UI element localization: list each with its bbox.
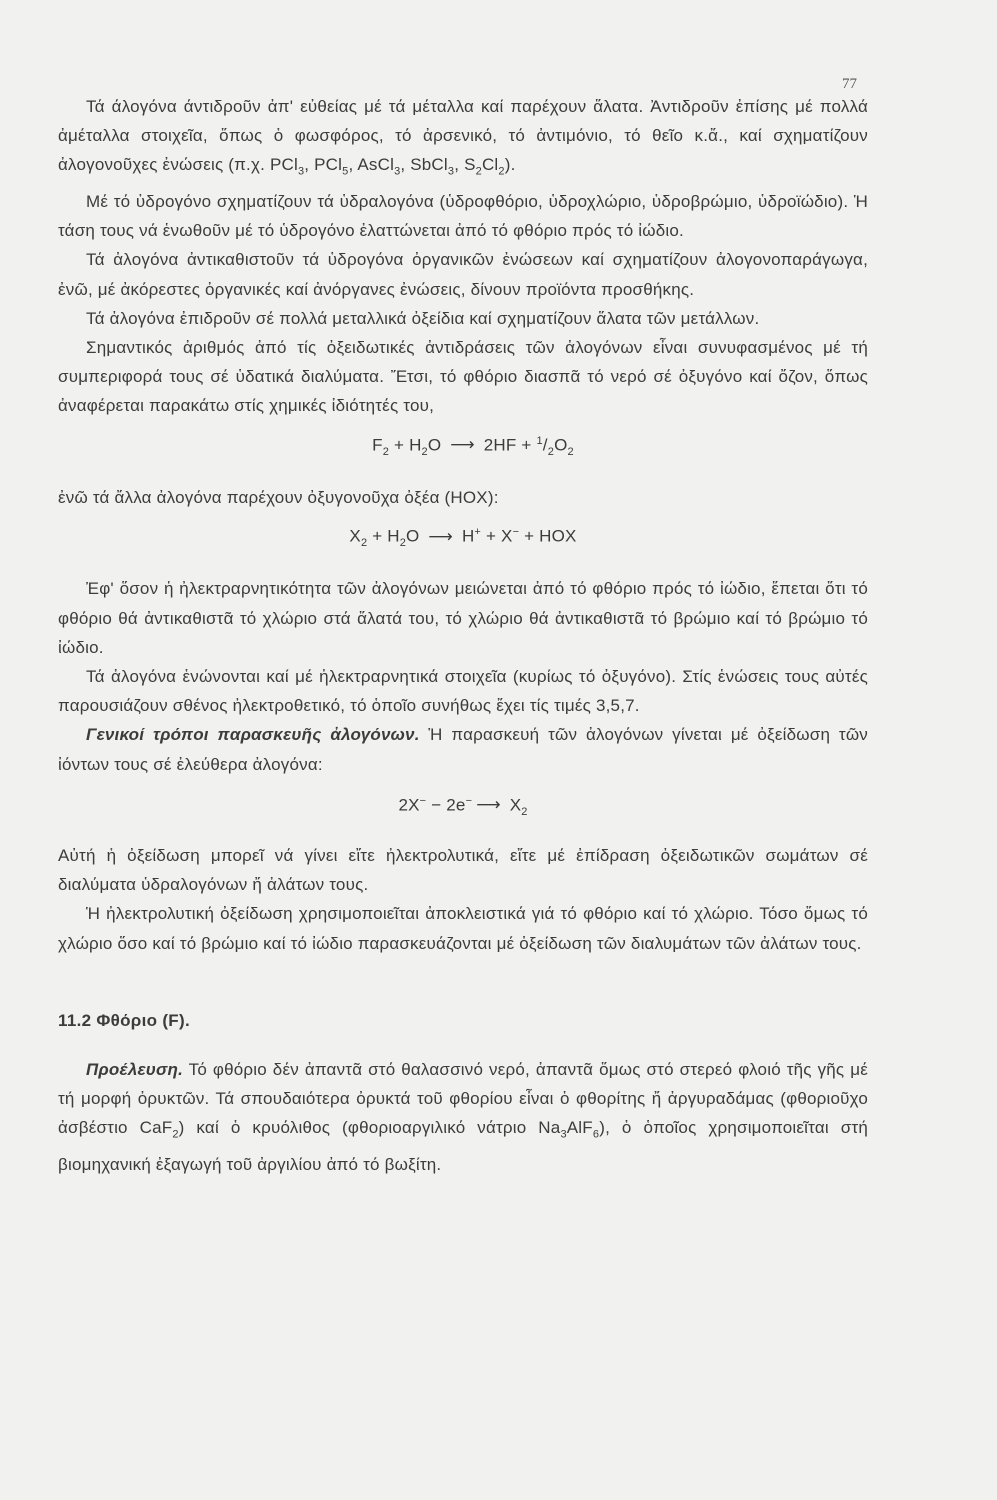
page-number: 77	[842, 76, 857, 92]
paragraph-fluorine-origin: Προέλευση. Τό φθόριο δέν ἀπαντᾶ στό θαλασσινό νερό, ἀπαντᾶ ὅμως στό στερεό φλοιό τῆς γῆς μέ τή μορφή ὀρυκτῶν. Τά σπουδαιότερα ὀρυκτά τοῦ φθορίου εἶναι ὁ φθορίτης ἤ ἀργυραδάμας (φθοριοῦχο ἀσβέστιο CaF$_2$) καί ὁ κρυόλιθος (φθοριοαργιλικό νάτριο $Na_3AlF_6$), ὁ ὁποῖος χρησιμοποιεῖται στή βιομηχανική ἐξαγωγή τοῦ ἀργιλίου ἀπό τό βωξίτη.	[58, 1060, 869, 1175]
paragraph-hydrogen-halides: Μέ τό ὑδρογόνο σχηματίζουν τά ὑδραλογόνα (ὑδροφθόριο, ὑδροχλώριο, ὑδροβρώμιο, ὑδροϊώδιο). Ἡ τάση τους νά ἑνωθοῦν μέ τό ὑδρογόνο ἐλαττώνεται ἀπό τό φθόριο πρός τό ἰώδιο.	[58, 192, 868, 241]
paragraph-oxyacids: ἐνῶ τά ἄλλα ἀλογόνα παρέχουν ὀξυγονοῦχα ὀξέα (HOX):	[58, 487, 499, 507]
section-heading-fluorine: 11.2 Φθόριο (F).	[58, 1010, 190, 1030]
reaction-arrow: ⟶	[476, 795, 501, 815]
paragraph-substitution: Τά ἀλογόνα ἀντικαθιστοῦν τά ὑδρογόνα ὀργανικῶν ἐνώσεων καί σχηματίζουν ἀλογονοπαράγωγα, ἐνῶ, μέ ἀκόρεστες ὀργανικές καί ἀνόργανες ἐνώσεις, δίνουν προϊόντα προσθήκης.	[58, 250, 868, 299]
runin-heading-preparation: Γενικοί τρόποι παρασκευῆς ἀλογόνων.	[86, 725, 420, 745]
paragraph-oxygen-compounds: Τά ἀλογόνα ἑνώνονται καί μέ ἠλεκτραρνητικά στοιχεῖα (κυρίως τό ὀξυγόνο). Στίς ἑνώσεις τους αὐτές παρουσιάζουν σθένος ἠλεκτροθετικό, τό ὁποῖο συνήθως ἔχει τίς τιμές 3,5,7.	[58, 666, 868, 716]
body-text	[58, 92, 868, 1179]
equation-halogen-water: $X_2 + H_2O$ ⟶ H+ + X− + HOX	[58, 518, 868, 558]
paragraph-oxidation-modes: Αὐτή ἡ ὀξείδωση μπορεῖ νά γίνει εἴτε ἠλεκτρολυτικά, εἴτε μέ ἐπίδραση ὀξειδωτικῶν σωμάτων σέ διαλύματα ὑδραλογόνων ἤ ἀλάτων τους.	[58, 846, 868, 895]
paragraph-electronegativity: Ἐφ' ὅσον ἡ ἠλεκτραρνητικότητα τῶν ἀλογόνων μειώνεται ἀπό τό φθόριο πρός τό ἰώδιο, ἕπεται ὅτι τό φθόριο θά ἀντικαθιστᾶ τό χλώριο στά ἅλατά του, τό χλώριο θά ἀντικαθιστᾶ τό βρώμιο καί τό βρώμιο τό ἰώδιο.	[58, 579, 868, 657]
equation-fluorine-water: $F_2 + H_2O$ ⟶ $2HF + ^1/_2O_2$	[58, 427, 868, 467]
reaction-arrow: ⟶	[428, 526, 453, 546]
paragraph-electrolytic-oxidation: Ἡ ἠλεκτρολυτική ὀξείδωση χρησιμοποιεῖται ἀποκλειστικά γιά τό φθόριο καί τό χλώριο. Τόσο ὅμως τό χλώριο ὅσο καί τό βρώμιο καί τό ἰώδιο παρασκευάζονται μέ ὀξείδωση τῶν διαλυμάτων τῶν ἀλάτων τους.	[58, 904, 868, 953]
paragraph-preparation-methods: Γενικοί τρόποι παρασκευῆς ἀλογόνων. Ἡ παρασκευή τῶν ἀλογόνων γίνεται μέ ὀξείδωση τῶν ἰόντων τους σέ ἐλεύθερα ἀλογόνα:	[58, 725, 868, 774]
paragraph-metal-oxides: Τά ἀλογόνα ἐπιδροῦν σέ πολλά μεταλλικά ὀξείδια καί σχηματίζουν ἅλατα τῶν μετάλλων.	[86, 308, 760, 328]
equation-halide-oxidation: 2X− − 2e− ⟶ $X_2$	[58, 787, 868, 827]
paragraph-halogens-metals: Τά άλογόνα άντιδροῦν ἀπ' εὐθείας μέ τά μέταλλα καί παρέχουν ἅλατα. Ἀντιδροῦν ἐπίσης μέ πολλά ἀμέταλλα στοιχεῖα, ὅπως ὁ φωσφόρος, τό ἀρσενικό, τό ἀντιμόνιο, τό θεῖο κ.ἄ., καί σχηματίζουν ἀλογονοῦχες ἐνώσεις (π.χ. PCl$_3$, PCl$_5$, AsCl$_3$, SbCl$_3$, $S_2Cl_2$).	[58, 97, 868, 178]
runin-heading-origin: Προέλευση.	[86, 1060, 184, 1080]
reaction-arrow: ⟶	[450, 435, 475, 455]
paragraph-oxidation-reactions: Σημαντικός ἀριθμός ἀπό τίς ὀξειδωτικές ἀντιδράσεις τῶν ἀλογόνων εἶναι συνυφασμένος μέ τή συμπεριφορά τους σέ ὑδατικά διαλύματα. Ἔτσι, τό φθόριο διασπᾶ τό νερό σέ ὀξυγόνο καί ὄζον, ὅπως ἀναφέρεται παρακάτω στίς χημικές ἰδιότητές του,	[58, 338, 868, 416]
